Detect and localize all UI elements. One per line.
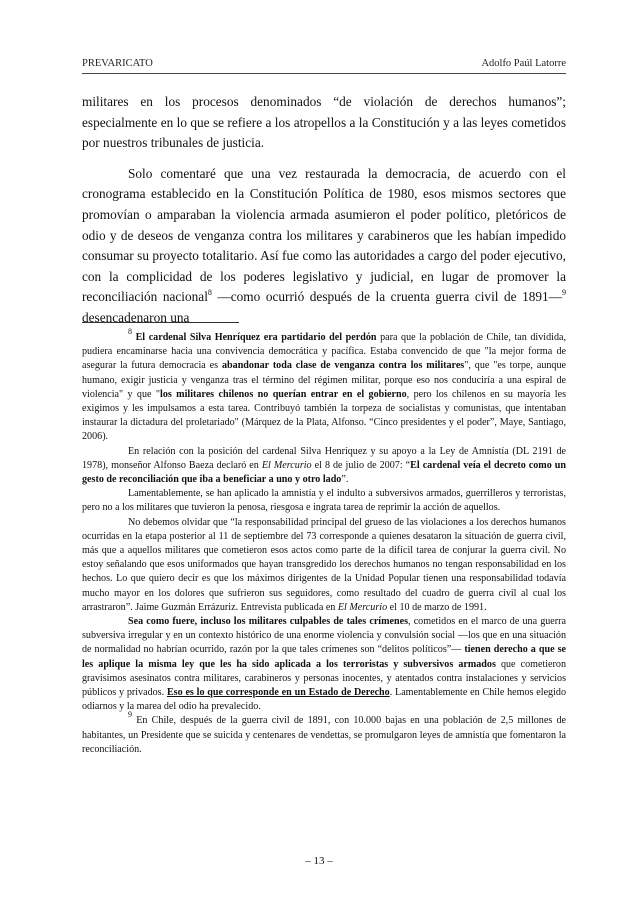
footnotes [82, 327, 567, 757]
footnote-8-p4 [82, 516, 566, 615]
footnote-9-text: En Chile, después de la guerra civil de 1891, con 10.000 bajas en una población de 2,5 millones de habitantes, un Presidente que se suicida y centenares de vendettas, se promulgaron leyes de amnistía que fomentaron la reconciliación. [82, 715, 566, 755]
footnote-8-text-e: , cometidos en el marco de una guerra subversiva irregular y en un contexto histórico de una enorme violencia y convulsión social —los que en una situación de normalidad no habrían ocurrido, razón por la que tales crímenes son “delitos políticos”— [82, 616, 566, 656]
footnote-8-text-d: No debemos olvidar que “la responsabilidad principal del grueso de las violaciones a los derechos humanos ocurridas en la etapa posterior al 11 de septiembre del 73 corresponde a quienes desataron la situación de guerra civil, más que a aquellos militares que cometieron esos actos como parte de la difícil tarea de conjurar la guerra civil. No estoy señalando que esos uniformados que hayan transgredido los derechos humanos no tengan responsabilidad en los hechos. Lo que quiero decir es que los máximos dirigentes de la Unidad Popular tienen una responsabilidad todavía mucho mayor en los dolores que sufrieron sus seguidores, como resultado del cuadro de guerra civil al cual los arrastraron”. Jaime Guzmán Errázuriz. Entrevista publicada en [82, 516, 566, 613]
footnote-8-bold-2: abandonar toda clase de venganza contra los militares [221, 360, 465, 372]
paragraph-2 [82, 164, 566, 329]
page-number: – 13 – [305, 855, 333, 867]
running-header [82, 58, 566, 72]
footnote-8-bold-e: Sea como fuere, incluso los militares culpables de tales crímenes [128, 616, 409, 628]
footnote-8-marker: 8 [128, 327, 132, 336]
footnote-8-lead: El cardenal Silva Henríquez era partidario del perdón [132, 332, 377, 343]
footnote-8-newspaper-2: El Mercurio [337, 601, 388, 613]
paragraph-1: militares en los procesos denominados “de violación de derechos humanos”; especialmente en lo que se refiere a los atropellos a la Constitución y a las leyes cometidos por nuestros tribunales de justicia. [82, 94, 566, 151]
footnote-8-p2 [82, 445, 566, 488]
footnote-8-text-b2: el 8 de julio de 2007: “ [311, 459, 411, 471]
footnote-ref-9: 9 [562, 288, 566, 298]
footnote-8-text-d2: el 10 de marzo de 1991. [387, 601, 487, 613]
footnote-8-p5 [82, 615, 566, 714]
footnote-ref-8: 8 [207, 288, 212, 298]
footnote-8-text-e2: que cometieron gravísimos asesinatos contra militares, carabineros y personas inocentes, y atentados contra instalaciones y servicios públicos y privados. [82, 658, 566, 699]
header-rule [82, 73, 566, 74]
footnote-8-text-b: En relación con la posición del cardenal Silva Henríquez y su apoyo a la Ley de Amnistía (DL 2191 de 1978), monseñor Alfonso Baeza declaró en [82, 445, 566, 471]
footnote-9 [82, 710, 566, 757]
footnote-separator [82, 322, 239, 323]
footnote-8-text-b3: ”. [341, 474, 349, 486]
header-author: Adolfo Paúl Latorre [481, 58, 566, 69]
footnote-8-newspaper-1: El Mercurio [261, 459, 312, 471]
header-title: PREVARICATO [82, 58, 153, 69]
footnote-8-underlined: Eso es lo que corresponde en un Estado de Derecho [166, 687, 390, 699]
paragraph-2-part-b: —como ocurrió después de la cruenta guerra civil de 1891— [211, 289, 562, 305]
footnote-9-marker: 9 [128, 710, 132, 720]
body-text [82, 92, 566, 329]
footnote-8-bold-3: los militares chilenos no querían entrar en el gobierno [160, 388, 407, 400]
footnote-8-text-a: para que la población de Chile, tan dividida, pudiera encaminarse hacia una convivencia democrática y pacífica. Estaba convencido de que "la mejor forma de asegurar la futura democracia es [82, 332, 566, 372]
footnote-8-bold-quote: El cardenal veía el decreto como un gesto de reconciliación que iba a beneficiar a uno y otro lado [82, 459, 567, 486]
footnote-8-bold-e2: tienen derecho a que se les aplique la misma ley que les ha sido aplicada a los terroristas y subversivos armados [82, 644, 566, 670]
footnote-8-p3: Lamentablemente, se han aplicado la amnistía y el indulto a subversivos armados, guerrilleros y terroristas, pero no a los militares que tuvieron la penosa, riesgosa e ingrata tarea de reprimir la acción de aquellos. [82, 488, 566, 514]
footnote-8-text-a2: ", que "es torpe, aunque humano, exigir justicia y venganza tras el término del régimen militar, porque eso nos conduciría a una espiral de violencia" y que " [82, 360, 566, 400]
paragraph-2-part-c: desencadenaron una [82, 309, 190, 325]
footnote-8-text-a3: , pero los chilenos en su mayoría les exigimos y les impulsamos a esta tarea. Contribuyó también la torpeza de socialistas y comunistas, que intentaban instaurar la dictadura del proletariado" (Márquez de la Plata, Alfonso. “Cinco presidentes y el poder”, Maye, Santiago, 2006). [82, 388, 567, 443]
footnote-8-p1 [82, 327, 567, 445]
paragraph-2-part-a: Solo comentaré que una vez restaurada la democracia, de acuerdo con el cronograma establecido en la Constitución Política de 1980, esos mismos sectores que promovían o amparaban la violencia armada asumieron el poder político, pletóricos de odio y de deseos de venganza contra los militares y carabineros que les habían impedido consumar su proyecto totalitario. Así fue como las autoridades a cargo del poder ejecutivo, con la complicidad de los poderes legislativo y judicial, en lugar de promover la reconciliación nacional [82, 165, 566, 305]
footnote-8-text-e3: . Lamentablemente en Chile hemos elegido odiarnos y la marea del odio ha prevalecido. [82, 687, 566, 713]
